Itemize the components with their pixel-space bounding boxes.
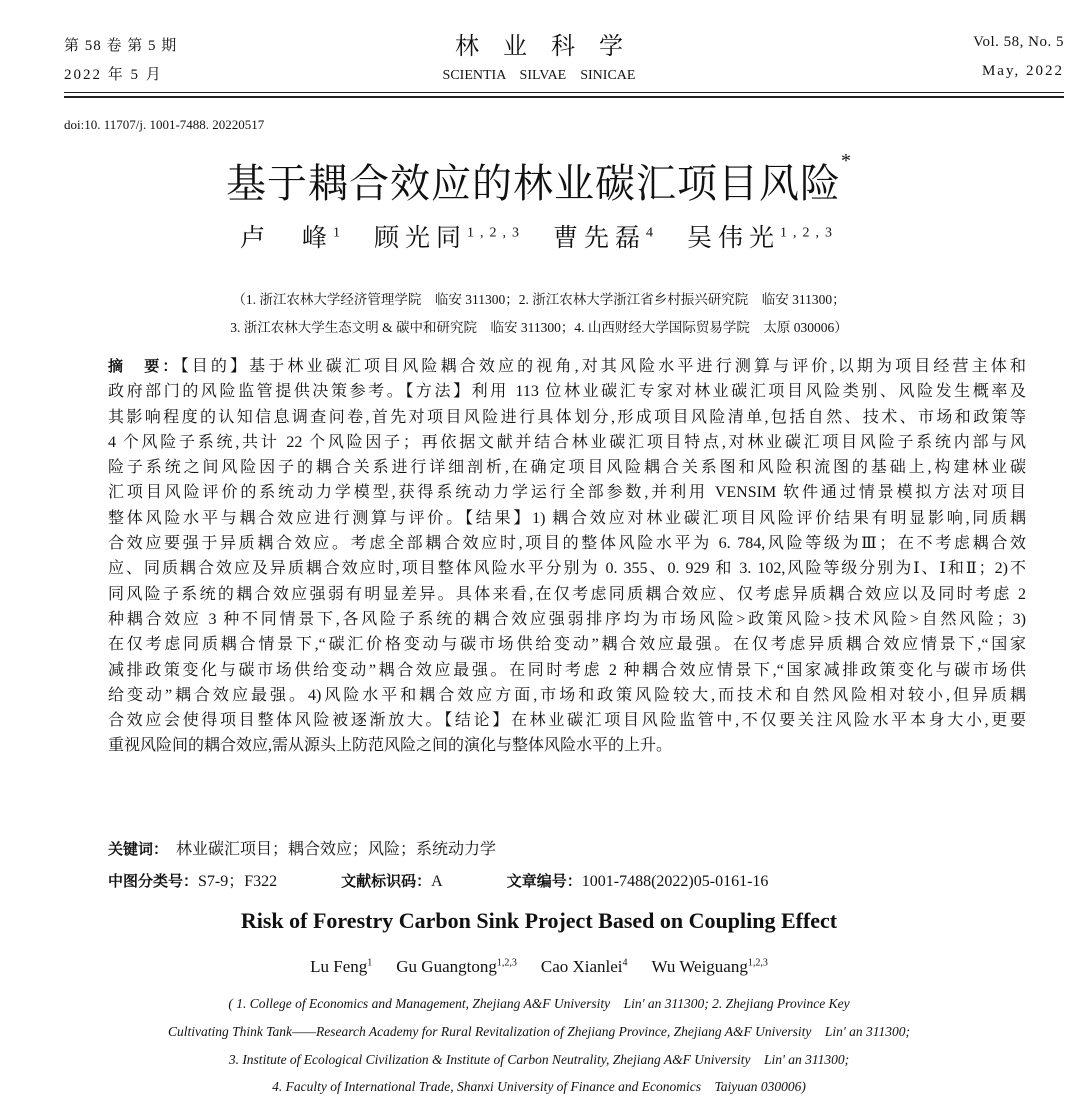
journal-name-cn: 林 业 科 学 — [455, 34, 623, 60]
affiliation-line: （1. 浙江农林大学经济管理学院 临安 311300；2. 浙江农林大学浙江省乡村振兴研究院 临安 311300； — [232, 292, 846, 307]
abstract — [108, 354, 1026, 759]
abstract-text: 同风险子系统的耦合效应强弱有明显差异。具体来看,在仅考虑同质耦合效应、仅考虑异质耦合效应以及同时考虑 2 — [108, 585, 1026, 603]
author-name: 顾光同 — [373, 225, 467, 252]
abstract-line — [108, 607, 1026, 632]
keywords — [108, 836, 496, 859]
author-affiliation-mark: 4 — [622, 957, 628, 969]
author — [240, 225, 346, 252]
author — [652, 957, 768, 976]
author-affiliation-mark: 4 — [646, 225, 660, 241]
clc-value: S7-9；F322 — [198, 873, 278, 890]
author — [541, 957, 628, 976]
issue-date-en: May, 2022 — [981, 63, 1064, 79]
header-rule — [64, 92, 1064, 93]
author-name: 吴伟光 — [687, 225, 781, 252]
doc-code-value: A — [431, 873, 443, 890]
abstract-text: 给变动”耦合效应最强。4)风险水平和耦合效应方面,市场和政策风险较大,而技术和自然风险相对较小,但异质耦 — [108, 686, 1026, 704]
author — [396, 957, 517, 976]
title-text: 基于耦合效应的林业碳汇项目风险 — [226, 161, 841, 206]
abstract-line — [108, 582, 1026, 607]
author-name: 曹先磊 — [553, 225, 647, 252]
author-affiliation-mark: 1,2,3 — [496, 957, 517, 969]
classification — [108, 868, 768, 891]
article-number-value: 1001-7488(2022)05-0161-16 — [581, 873, 769, 890]
abstract-line — [108, 658, 1026, 683]
abstract-line — [108, 354, 1026, 379]
author-name: Lu Feng — [310, 957, 368, 976]
abstract-line — [108, 430, 1026, 455]
abstract-text: 整体风险水平与耦合效应进行测算与评价。【结果】1) 耦合效应对林业碳汇项目风险评价结果有明显影响,同质耦 — [108, 509, 1026, 527]
volume-issue: 第 58 卷 第 5 期 — [64, 38, 178, 54]
abstract-line — [108, 480, 1026, 505]
doi: doi:10. 11707/j. 1001-7488. 20220517 — [64, 117, 265, 132]
author-affiliation-mark: 1,2,3 — [747, 957, 768, 969]
article-number-label: 文章编号： — [506, 872, 582, 890]
abstract-text: 政府部门的风险监管提供决策参考。【方法】利用 113 位林业碳汇专家对林业碳汇项目风险类别、风险发生概率及 — [108, 383, 1026, 401]
volume-issue-en: Vol. 58, No. 5 — [973, 34, 1064, 50]
author — [687, 225, 838, 252]
abstract-line — [108, 455, 1026, 480]
clc-label: 中图分类号： — [108, 872, 199, 890]
abstract-line — [108, 708, 1026, 733]
english-affiliation-line: 3. Institute of Ecological Civilization & Institute of Carbon Neutrality, Zhejiang A&F University Lin' an 311300; — [228, 1052, 850, 1067]
english-affiliation-line: Cultivating Think Tank——Research Academy for Rural Revitalization of Zhejiang Province, Zhejiang A&F University Lin' an 311300; — [168, 1024, 910, 1039]
abstract-text: 合效应要强于异质耦合效应。考虑全部耦合效应时,项目的整体风险水平为 6. 784,风险等级为Ⅲ；在不考虑耦合效 — [108, 535, 1026, 553]
author-name: 卢 峰 — [239, 225, 333, 252]
journal-name-en: SCIENTIA SILVAE SINICAE — [442, 68, 636, 83]
abstract-line — [108, 683, 1026, 708]
doc-code-label: 文献标识码： — [341, 872, 432, 890]
abstract-label: 摘 要： — [108, 357, 181, 375]
english-affiliation-line: 4. Faculty of International Trade, Shanxi University of Finance and Economics Taiyuan 030006) — [272, 1079, 806, 1094]
author-name: Gu Guangtong — [396, 957, 497, 976]
title-footnote-mark: * — [841, 150, 852, 172]
abstract-text: 应、同质耦合效应及异质耦合效应时,项目整体风险水平分别为 0. 355、0. 929 和 3. 102,风险等级分别为Ⅰ、Ⅰ和Ⅱ；2)不 — [108, 560, 1026, 578]
abstract-line — [108, 733, 1026, 758]
author-name: Wu Weiguang — [651, 957, 748, 976]
abstract-text: 4 个风险子系统,共计 22 个风险因子；再依据文献并结合林业碳汇项目特点,对林业碳汇项目风险子系统内部与风 — [108, 433, 1026, 451]
author — [310, 957, 372, 976]
abstract-text: 种耦合效应 3 种不同情景下,各风险子系统的耦合效应强弱排序均为市场风险>政策风险>技术风险>自然风险；3) — [108, 610, 1026, 628]
abstract-line — [108, 379, 1026, 404]
english-affiliation-line: ( 1. College of Economics and Management, Zhejiang A&F University Lin' an 311300; 2. Zhejiang Province Key — [228, 996, 850, 1011]
keywords-label: 关键词： — [108, 840, 169, 858]
abstract-text: 在仅考虑同质耦合情景下,“碳汇价格变动与碳市场供给变动”耦合效应最强。在仅考虑异质耦合效应情景下,“国家 — [108, 636, 1026, 654]
abstract-text: 汇项目风险评价的系统动力学模型,获得系统动力学运行全部参数,并利用 VENSIM 软件通过情景模拟方法对项目 — [108, 484, 1026, 502]
author-name: Cao Xianlei — [540, 957, 623, 976]
english-title: Risk of Forestry Carbon Sink Project Based on Coupling Effect — [240, 908, 838, 933]
paper-title — [0, 152, 1078, 209]
author-affiliation-mark: 1,2,3 — [780, 225, 839, 241]
abstract-line — [108, 531, 1026, 556]
abstract-text: 其影响程度的认知信息调查问卷,首先对项目风险进行具体划分,形成项目风险清单,包括自然、技术、市场和政策等 — [108, 408, 1026, 426]
header-rule — [64, 96, 1064, 98]
author — [553, 225, 659, 252]
author-list — [0, 218, 1078, 254]
author-affiliation-mark: 1,2,3 — [467, 225, 525, 241]
english-author-list — [0, 957, 1078, 977]
abstract-text: 减排政策变化与碳市场供给变动”耦合效应最强。在同时考虑 2 种耦合效应情景下,“国家减排政策变化与碳市场供 — [108, 661, 1026, 679]
keywords-value: 林业碳汇项目；耦合效应；风险；系统动力学 — [176, 841, 497, 858]
affiliation-line: 3. 浙江农林大学生态文明 & 碳中和研究院 临安 311300；4. 山西财经大学国际贸易学院 太原 030006） — [230, 320, 848, 335]
abstract-text: 险子系统之间风险因子的耦合关系进行详细剖析,在确定项目风险耦合关系图和风险积流图的基础上,构建林业碳 — [108, 459, 1026, 477]
abstract-text: 合效应会使得项目整体风险被逐渐放大。【结论】在林业碳汇项目风险监管中,不仅要关注风险水平本身大小,更要 — [108, 712, 1026, 730]
abstract-line — [108, 405, 1026, 430]
abstract-line — [108, 556, 1026, 581]
issue-date: 2022 年 5 月 — [64, 67, 163, 83]
abstract-line — [108, 506, 1026, 531]
abstract-text: 重视风险间的耦合效应,需从源头上防范风险之间的演化与整体风险水平的上升。 — [108, 737, 673, 755]
author — [374, 225, 525, 252]
abstract-text: 【目的】基于林业碳汇项目风险耦合效应的视角,对其风险水平进行测算与评价,以期为项目经营主体和 — [180, 358, 1026, 375]
author-affiliation-mark: 1 — [332, 225, 346, 241]
author-affiliation-mark: 1 — [367, 957, 373, 969]
abstract-line — [108, 632, 1026, 657]
